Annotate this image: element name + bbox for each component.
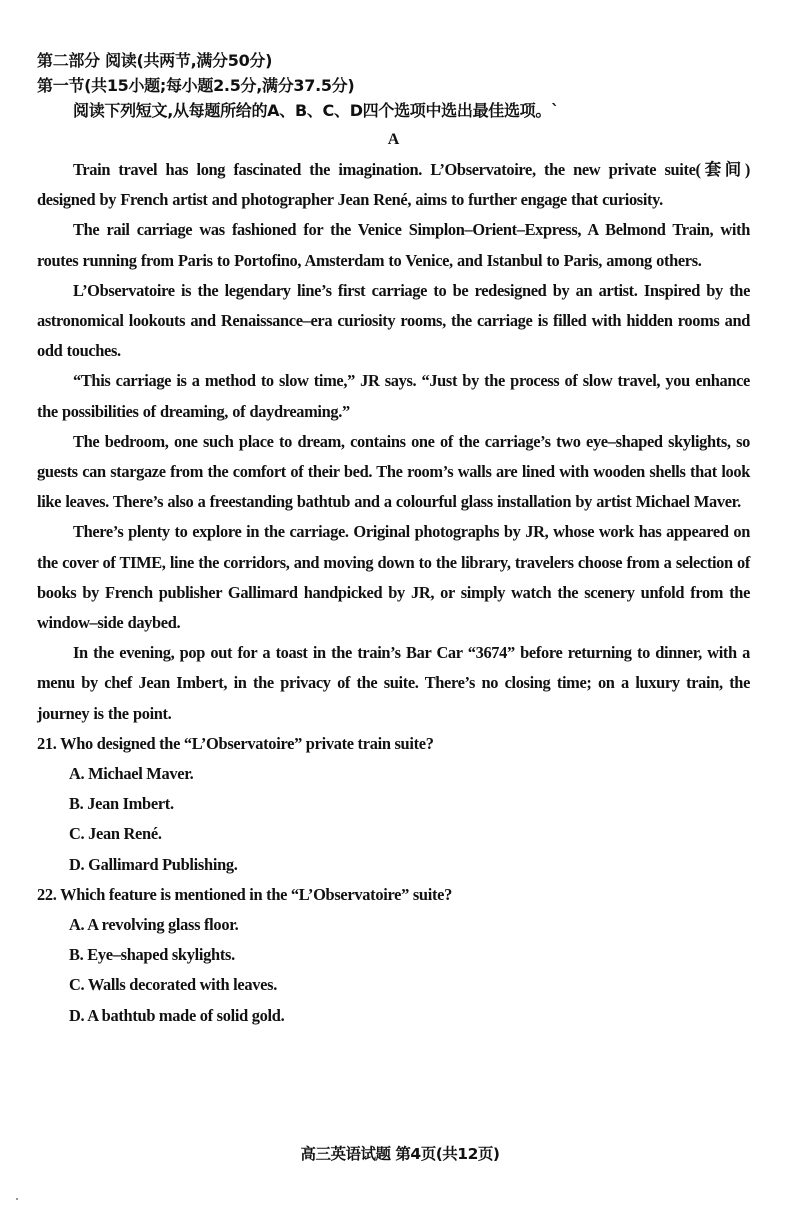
option-a: A. Michael Maver.: [69, 764, 194, 784]
passage-paragraph: There’s plenty to explore in the carriage. Original photographs by JR, whose work has appeared on the cover of TIME, line the corridors, and moving down to the library, travelers choose from a selection of books by French publisher Gallimard handpicked by JR, or simply watch the scenery unfold from the window–side daybed.: [37, 522, 750, 633]
option-c: C. Walls decorated with leaves.: [69, 975, 278, 995]
option-c: C. Jean René.: [69, 824, 162, 844]
question-21: [37, 729, 750, 880]
section-title: 第一节(共15小题;每小题2.5分,满分37.5分): [37, 76, 355, 95]
question-stem: [37, 880, 750, 910]
question-stem: [37, 729, 750, 759]
question-22: [37, 880, 750, 1031]
exam-page: [37, 48, 750, 1031]
question-number: 22.: [37, 884, 57, 904]
option-d: D. Gallimard Publishing.: [69, 854, 238, 874]
question-number: 21.: [37, 733, 57, 753]
passage-paragraph: In the evening, pop out for a toast in the train’s Bar Car “3674” before returning to dinner, with a menu by chef Jean Imbert, in the privacy of the suite. There’s no closing time; on a luxury train, the journey is the point.: [37, 643, 750, 723]
option-b: B. Jean Imbert.: [69, 794, 174, 814]
option-d: D. A bathtub made of solid gold.: [69, 1005, 285, 1025]
passage-paragraph: Train travel has long fascinated the imagination. L’Observatoire, the new private suite(套间) designed by French artist and photographer Jean René, aims to further engage that curiosity.: [37, 160, 750, 210]
passage-paragraph: The bedroom, one such place to dream, contains one of the carriage’s two eye–shaped skylights, so guests can stargaze from the comfort of their bed. The room’s walls are lined with wooden shells that look like leaves. There’s also a freestanding bathtub and a colourful glass installation by artist Michael Maver.: [37, 431, 750, 512]
option-a: A. A revolving glass floor.: [69, 915, 239, 935]
instructions: 阅读下列短文,从每题所给的A、B、C、D四个选项中选出最佳选项。`: [73, 101, 559, 120]
passage-body: [37, 155, 750, 729]
passage-label: A: [387, 131, 400, 148]
passage-paragraph: The rail carriage was fashioned for the Venice Simplon–Orient–Express, A Belmond Train, with routes running from Paris to Portofino, Amsterdam to Venice, and Istanbul to Paris, among others.: [37, 220, 750, 270]
page-footer: 高三英语试题 第4页(共12页): [300, 1145, 500, 1163]
question-text: Which feature is mentioned in the “L’Observatoire” suite?: [60, 884, 453, 904]
passage-paragraph: “This carriage is a method to slow time,” JR says. “Just by the process of slow travel, you enhance the possibilities of dreaming, of daydreaming.”: [37, 371, 750, 421]
question-text: Who designed the “L’Observatoire” private train suite?: [60, 733, 434, 753]
scan-speck: [16, 1198, 18, 1200]
part-title: 第二部分 阅读(共两节,满分50分): [37, 51, 273, 70]
passage-paragraph: L’Observatoire is the legendary line’s first carriage to be redesigned by an artist. Inspired by the astronomical lookouts and Renaissance–era curiosity rooms, the carriage is filled with hidden rooms and odd touches.: [37, 280, 750, 361]
option-b: B. Eye–shaped skylights.: [69, 945, 235, 965]
